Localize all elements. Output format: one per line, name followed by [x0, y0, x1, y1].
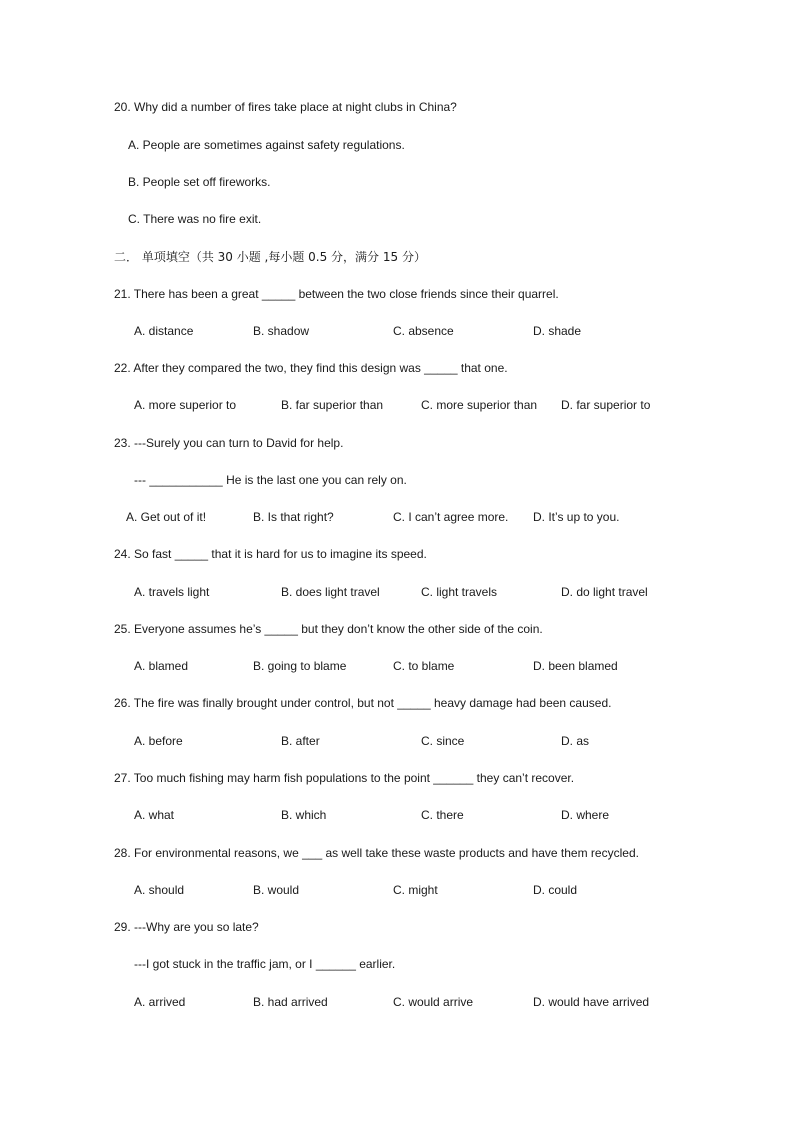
question-29-option-c: C. would arrive	[393, 995, 474, 1009]
question-21-option-d: D. shade	[533, 324, 582, 338]
question-22-option-a: A. more superior to	[134, 398, 237, 412]
question-20-stem: 20. Why did a number of fires take place at night clubs in China?	[114, 100, 457, 114]
question-20-option-b: B. People set off fireworks.	[128, 175, 271, 189]
section-2-heading: 二． 单项填空（共 30 小题 ,每小题 0.5 分，满分 15 分）	[114, 250, 426, 264]
question-25-option-d: D. been blamed	[533, 659, 618, 673]
question-26-stem: 26. The fire was finally brought under control, but not _____ heavy damage had been caused.	[114, 696, 612, 710]
question-24-option-b: B. does light travel	[281, 585, 380, 599]
question-22-stem: 22. After they compared the two, they find this design was _____ that one.	[114, 361, 508, 375]
question-25-option-c: C. to blame	[393, 659, 455, 673]
question-28-option-a: A. should	[134, 883, 185, 897]
question-28-option-c: C. might	[393, 883, 438, 897]
question-24-option-c: C. light travels	[421, 585, 498, 599]
question-24-option-a: A. travels light	[134, 585, 210, 599]
question-29-stem: 29. ---Why are you so late?	[114, 920, 259, 934]
question-21-stem: 21. There has been a great _____ between the two close friends since their quarrel.	[114, 287, 559, 301]
question-28-option-d: D. could	[533, 883, 578, 897]
question-29-option-b: B. had arrived	[253, 995, 328, 1009]
question-21-option-a: A. distance	[134, 324, 194, 338]
question-29-option-a: A. arrived	[134, 995, 186, 1009]
question-23-option-a: A. Get out of it!	[126, 510, 207, 524]
question-26-option-b: B. after	[281, 734, 320, 748]
question-29-option-d: D. would have arrived	[533, 995, 650, 1009]
question-26-option-d: D. as	[561, 734, 590, 748]
question-24-stem: 24. So fast _____ that it is hard for us to imagine its speed.	[114, 547, 427, 561]
question-22-option-b: B. far superior than	[281, 398, 384, 412]
question-23-option-b: B. Is that right?	[253, 510, 334, 524]
question-20-option-a: A. People are sometimes against safety regulations.	[128, 138, 405, 152]
question-22-option-d: D. far superior to	[561, 398, 651, 412]
question-26-option-c: C. since	[421, 734, 465, 748]
question-27-option-a: A. what	[134, 808, 175, 822]
question-25-stem: 25. Everyone assumes he’s _____ but they don’t know the other side of the coin.	[114, 622, 543, 636]
question-27-option-b: B. which	[281, 808, 327, 822]
question-27-stem: 27. Too much fishing may harm fish populations to the point ______ they can’t recover.	[114, 771, 575, 785]
question-21-option-b: B. shadow	[253, 324, 310, 338]
question-20-option-c: C. There was no fire exit.	[128, 212, 262, 226]
question-28-stem: 28. For environmental reasons, we ___ as well take these waste products and have them recycled.	[114, 846, 639, 860]
question-23-option-d: D. It’s up to you.	[533, 510, 620, 524]
question-21-option-c: C. absence	[393, 324, 454, 338]
question-25-option-a: A. blamed	[134, 659, 189, 673]
question-29-reply: ---I got stuck in the traffic jam, or I ______ earlier.	[134, 957, 396, 971]
question-26-option-a: A. before	[134, 734, 183, 748]
question-27-option-c: C. there	[421, 808, 464, 822]
question-25-option-b: B. going to blame	[253, 659, 347, 673]
question-23-option-c: C. I can’t agree more.	[393, 510, 509, 524]
question-23-stem: 23. ---Surely you can turn to David for help.	[114, 436, 344, 450]
question-22-option-c: C. more superior than	[421, 398, 538, 412]
question-23-reply: --- ___________ He is the last one you can rely on.	[134, 473, 407, 487]
question-24-option-d: D. do light travel	[561, 585, 648, 599]
question-27-option-d: D. where	[561, 808, 610, 822]
question-28-option-b: B. would	[253, 883, 300, 897]
